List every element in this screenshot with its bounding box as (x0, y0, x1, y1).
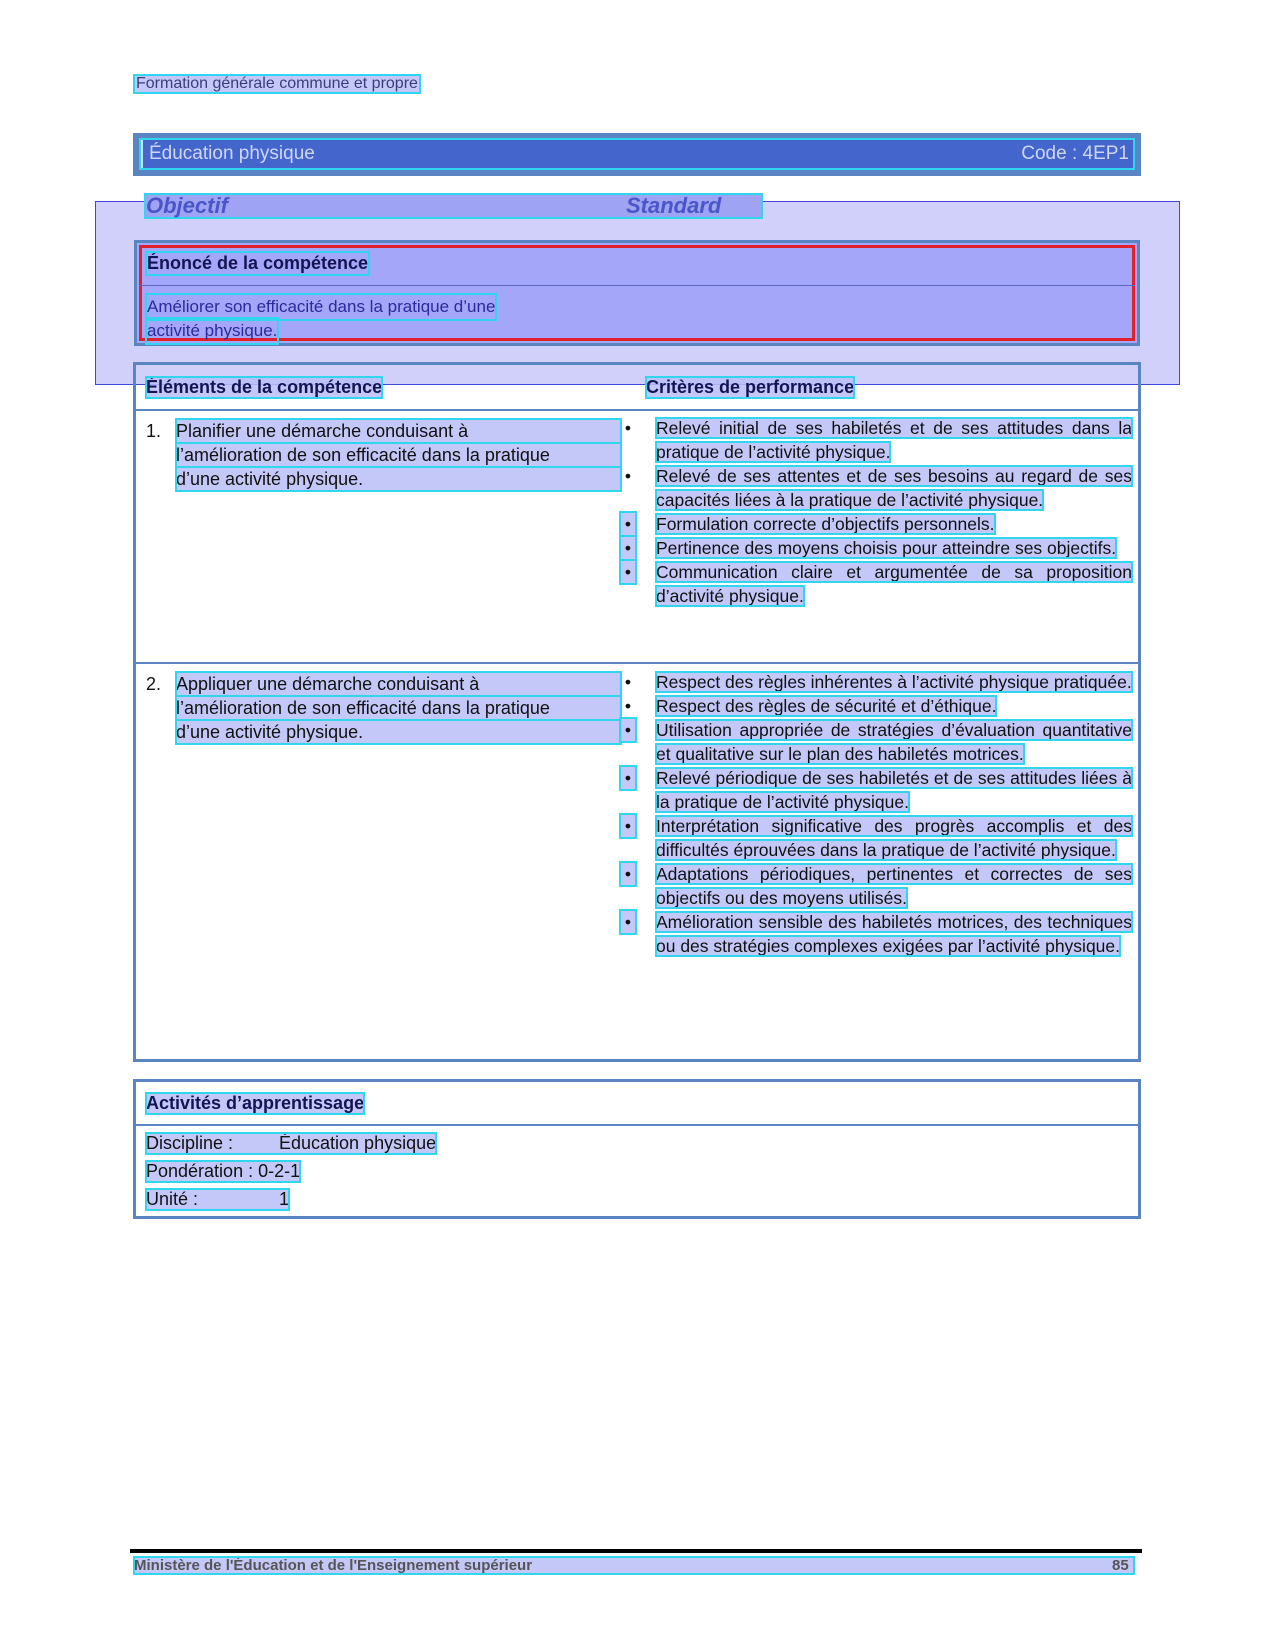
criteria-list-1 (620, 416, 1132, 608)
unite-label: Unité : (146, 1189, 199, 1209)
criteria-list-2 (620, 670, 1132, 958)
criterion-item: • Pertinence des moyens choisis pour atteindre ses objectifs. (620, 536, 1132, 560)
bullet-icon: • (620, 512, 636, 536)
divider (136, 409, 1138, 411)
criterion-item: • Amélioration sensible des habiletés motrices, des techniques ou des stratégies complexes exigées par l’activité physique. (620, 910, 1132, 958)
bullet-icon: • (620, 862, 636, 886)
objective-standard-header (146, 195, 761, 217)
ponderation-row (146, 1161, 300, 1182)
criterion-item: • Utilisation appropriée de stratégies d’évaluation quantitative et qualitative sur le plan des habiletés motrices. (620, 718, 1132, 766)
bullet-icon: • (624, 696, 632, 716)
element-line: l’amélioration de son efficacité dans la pratique (176, 696, 621, 720)
discipline-label: Discipline : (146, 1133, 234, 1153)
unite-value: 1 (279, 1189, 290, 1209)
bullet-icon: • (624, 418, 632, 438)
page-number: 85 (1112, 1557, 1129, 1574)
criterion-item: • Relevé de ses attentes et de ses besoins au regard de ses capacités liées à la pratique de l’activité physique. (620, 464, 1132, 512)
criterion-item: • Relevé initial de ses habiletés et de ses attitudes dans la pratique de l’activité physique. (620, 416, 1132, 464)
element-number: 1. (146, 421, 162, 441)
ponderation-label: Pondération : (146, 1161, 254, 1181)
criterion-item: • Communication claire et argumentée de sa proposition d’activité physique. (620, 560, 1132, 608)
divider (136, 1124, 1138, 1126)
criterion-item: • Respect des règles de sécurité et d’éthique. (620, 694, 1132, 718)
bullet-icon: • (620, 536, 636, 560)
course-title-bar (133, 133, 1141, 176)
criterion-item: • Adaptations périodiques, pertinentes et correctes de ses objectifs ou des moyens utilisés. (620, 862, 1132, 910)
bullet-icon: • (624, 466, 632, 486)
unite-row (146, 1189, 289, 1210)
competence-elements-table (133, 362, 1141, 1062)
learning-activities-box (133, 1079, 1141, 1219)
competence-text (147, 295, 567, 343)
bullet-icon: • (620, 718, 636, 742)
standard-label: Standard (626, 193, 722, 218)
bullet-icon: • (624, 672, 632, 692)
competence-statement-box (134, 240, 1140, 346)
divider (139, 285, 1135, 286)
criterion-item: • Respect des règles inhérentes à l’activité physique pratiquée. (620, 670, 1132, 694)
ponderation-value: 0-2-1 (258, 1161, 301, 1181)
course-code: Code : 4EP1 (1021, 143, 1129, 164)
criterion-item: • Formulation correcte d’objectifs personnels. (620, 512, 1132, 536)
element-line: Planifier une démarche conduisant à (176, 419, 621, 443)
competence-text-line: Améliorer son efficacité dans la pratique d’une (147, 295, 495, 319)
element-number: 2. (146, 674, 162, 694)
bullet-icon: • (620, 560, 636, 584)
bullet-icon: • (620, 766, 636, 790)
row-divider (136, 662, 1138, 664)
criterion-item: • Interprétation significative des progrès accomplis et des difficultés éprouvées dans la pratique de l’activité physique. (620, 814, 1132, 862)
footer-rule (130, 1549, 1142, 1553)
footer-ministry: Ministère de l'Éducation et de l'Enseignement supérieur (134, 1557, 1134, 1574)
competence-text-line: activité physique. (147, 319, 277, 343)
activities-title: Activités d’apprentissage (146, 1093, 365, 1113)
program-header: Formation générale commune et propre (136, 75, 418, 92)
element-line: d’une activité physique. (176, 720, 621, 744)
element-line: Appliquer une démarche conduisant à (176, 672, 621, 696)
column-header-criteria: Critères de performance (646, 377, 855, 397)
discipline-value: Éducation physique (279, 1133, 437, 1153)
competence-title: Énoncé de la compétence (147, 253, 369, 273)
objective-label: Objectif (146, 193, 228, 218)
element-line: d’une activité physique. (176, 467, 621, 491)
bullet-icon: • (620, 814, 636, 838)
column-header-elements: Éléments de la compétence (146, 377, 383, 397)
discipline-row (146, 1133, 436, 1154)
bullet-icon: • (620, 910, 636, 934)
course-title: Éducation physique (149, 143, 315, 164)
element-line: l’amélioration de son efficacité dans la pratique (176, 443, 621, 467)
criterion-item: • Relevé périodique de ses habiletés et de ses attitudes liées à la pratique de l’activité physique. (620, 766, 1132, 814)
